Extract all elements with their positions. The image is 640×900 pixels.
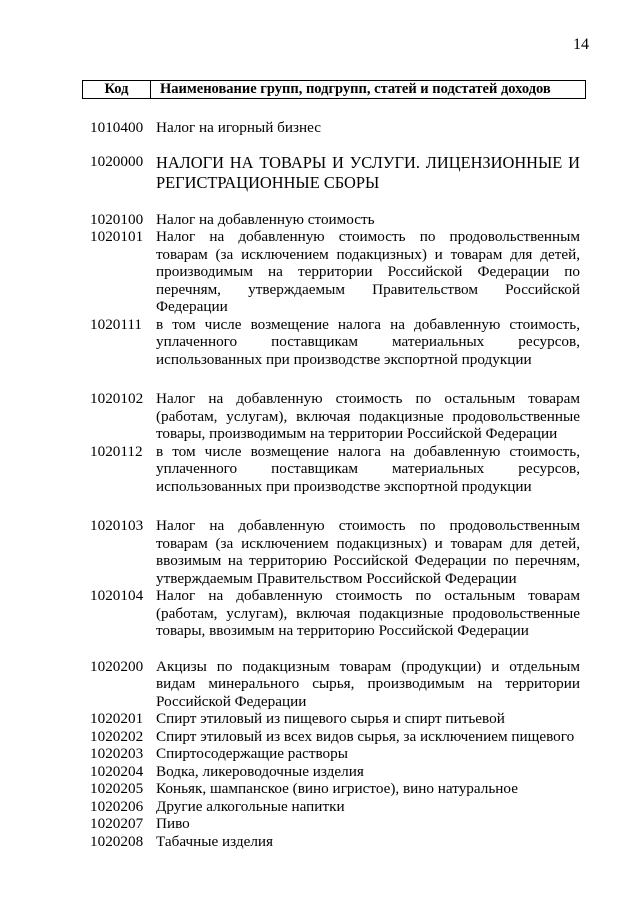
table-row <box>90 815 580 833</box>
row-code: 1010400 <box>90 119 144 136</box>
row-name: Налог на добавленную стоимость по остальным товарам (работам, услугам), включая подакцизные продовольственные товары, производимым на территории Российской Федерации <box>156 390 580 442</box>
row-name: Налог на добавленную стоимость <box>156 210 375 228</box>
table-row <box>90 833 580 851</box>
row-name: в том числе возмещение налога на добавленную стоимость, уплаченного поставщикам материальных ресурсов, использованных при производстве экспортной продукции <box>156 442 580 495</box>
table-row <box>90 587 580 640</box>
table-row <box>90 316 580 369</box>
row-code: 1020201 <box>90 710 144 727</box>
table-row <box>90 658 580 711</box>
table-header <box>82 80 586 99</box>
table-row <box>90 710 580 728</box>
table-row <box>90 390 580 443</box>
row-code: 1020203 <box>90 745 144 762</box>
row-name: Другие алкогольные напитки <box>156 797 345 815</box>
table-row <box>90 745 580 763</box>
row-name: Коньяк, шампанское (вино игристое), вино натуральное <box>156 780 518 797</box>
revenue-codes-list <box>90 119 580 850</box>
row-name: в том числе возмещение налога на добавленную стоимость, уплаченного поставщикам материальных ресурсов, использованных при производстве экспортной продукции <box>156 315 580 368</box>
header-name: Наименование групп, подгрупп, статей и подстатей доходов <box>160 81 551 97</box>
row-name: Табачные изделия <box>156 832 274 850</box>
row-code: 1020207 <box>90 815 144 832</box>
row-code: 1020202 <box>90 727 144 745</box>
row-code: 1020104 <box>90 587 144 604</box>
table-row <box>90 153 580 193</box>
header-code: Код <box>83 81 151 98</box>
table-row <box>90 798 580 816</box>
table-row <box>90 728 580 746</box>
row-code: 1020112 <box>90 442 143 460</box>
table-row <box>90 211 580 229</box>
table-row <box>90 119 580 137</box>
table-row <box>90 763 580 781</box>
row-name: Спиртосодержащие растворы <box>156 745 348 762</box>
row-code: 1020103 <box>90 517 144 534</box>
table-row <box>90 780 580 798</box>
row-code: 1020204 <box>90 762 144 780</box>
row-code: 1020111 <box>90 315 143 333</box>
row-code: 1020000 <box>90 152 144 170</box>
row-code: 1020208 <box>90 832 144 850</box>
row-code: 1020100 <box>90 210 144 228</box>
row-code: 1020200 <box>90 657 144 675</box>
page-number: 14 <box>573 36 589 53</box>
row-code: 1020205 <box>90 780 144 797</box>
row-name: Налог на игорный бизнес <box>156 119 321 136</box>
row-name: Пиво <box>156 815 190 832</box>
table-row <box>90 228 580 316</box>
row-name: НАЛОГИ НА ТОВАРЫ И УСЛУГИ. ЛИЦЕНЗИОННЫЕ И РЕГИСТРАЦИОННЫЕ СБОРЫ <box>156 152 580 192</box>
row-name: Налог на добавленную стоимость по продовольственным товарам (за исключением подакцизных) и товарам для детей, производимым на территории Российской Федерации по перечням, утверждаемым Правительством Российской Федерации <box>156 228 580 315</box>
row-code: 1020101 <box>90 228 144 245</box>
row-name: Спирт этиловый из всех видов сырья, за исключением пищевого <box>156 727 575 745</box>
row-name: Налог на добавленную стоимость по остальным товарам (работам, услугам), включая подакцизные продовольственные товары, ввозимым на территорию Российской Федерации <box>156 587 580 639</box>
row-name: Водка, ликероводочные изделия <box>156 762 364 780</box>
row-name: Акцизы по подакцизным товарам (продукции) и отдельным видам минерального сырья, производимым на территории Российской Федерации <box>156 657 580 710</box>
row-name: Спирт этиловый из пищевого сырья и спирт питьевой <box>156 710 505 727</box>
row-code: 1020206 <box>90 797 144 815</box>
table-row <box>90 517 580 587</box>
row-name: Налог на добавленную стоимость по продовольственным товарам (за исключением подакцизных) и товарам для детей, ввозимым на территорию Российской Федерации по перечням, утверждаемым Правительством Российской Федерации <box>156 517 580 587</box>
table-row <box>90 443 580 496</box>
row-code: 1020102 <box>90 390 144 407</box>
